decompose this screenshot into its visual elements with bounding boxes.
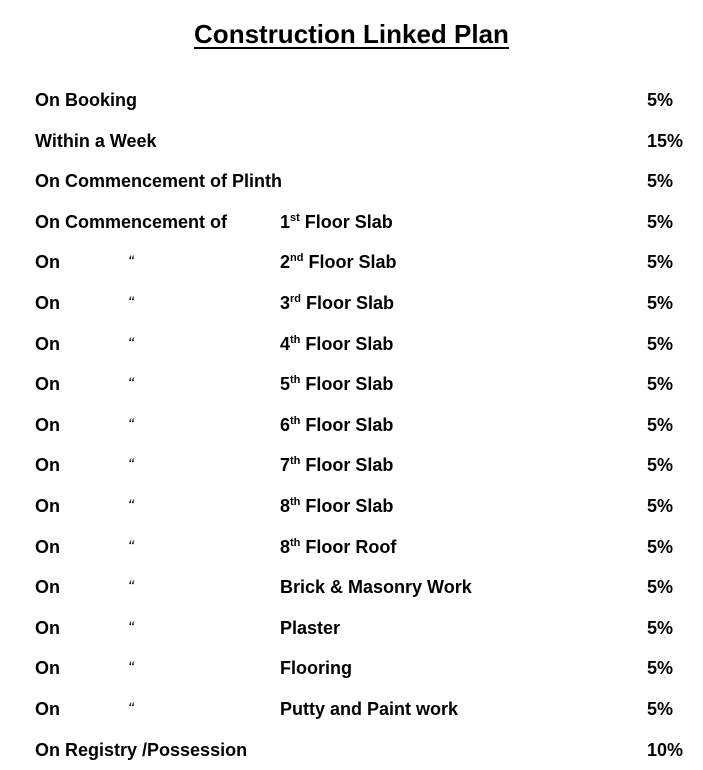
row-percent: 10% — [647, 730, 683, 770]
row-ditto-mark: “ — [128, 486, 134, 526]
table-row — [0, 324, 703, 365]
row-milestone — [280, 324, 393, 364]
row-milestone — [280, 202, 393, 242]
row-ditto-mark: “ — [128, 283, 134, 323]
row-ditto-mark: “ — [128, 445, 134, 485]
table-row — [0, 648, 703, 689]
row-milestone — [280, 486, 393, 526]
row-ditto-mark: “ — [128, 608, 134, 648]
row-ditto-mark: “ — [128, 242, 134, 282]
milestone-text: Putty and Paint work — [280, 699, 458, 719]
milestone-ordinal-suffix: rd — [290, 293, 301, 305]
row-stage: On Registry /Possession — [35, 730, 247, 770]
row-percent: 5% — [647, 527, 673, 567]
row-milestone — [280, 283, 394, 323]
row-stage: On — [35, 405, 60, 445]
milestone-ordinal-suffix: th — [290, 496, 300, 508]
milestone-text: Floor Slab — [300, 334, 393, 354]
milestone-number: 6 — [280, 415, 290, 435]
table-row — [0, 121, 703, 162]
milestone-number: 2 — [280, 252, 290, 272]
row-percent: 5% — [647, 364, 673, 404]
milestone-ordinal-suffix: nd — [290, 252, 303, 264]
row-stage: On Commencement of Plinth — [35, 161, 282, 201]
table-row — [0, 567, 703, 608]
row-percent: 5% — [647, 648, 673, 688]
milestone-text: Flooring — [280, 658, 352, 678]
row-milestone — [280, 567, 472, 607]
table-row — [0, 730, 703, 770]
row-percent: 5% — [647, 689, 673, 729]
row-milestone — [280, 364, 393, 404]
row-percent: 5% — [647, 405, 673, 445]
milestone-ordinal-suffix: th — [290, 537, 300, 549]
page-title — [0, 16, 703, 52]
row-milestone — [280, 527, 396, 567]
row-percent: 5% — [647, 283, 673, 323]
row-stage: On — [35, 364, 60, 404]
table-row — [0, 161, 703, 202]
milestone-number: 7 — [280, 455, 290, 475]
milestone-number: 5 — [280, 374, 290, 394]
table-row — [0, 202, 703, 243]
row-ditto-mark: “ — [128, 405, 134, 445]
row-milestone — [280, 648, 352, 688]
table-row — [0, 445, 703, 486]
row-ditto-mark: “ — [128, 689, 134, 729]
table-row — [0, 527, 703, 568]
row-ditto-mark: “ — [128, 364, 134, 404]
row-percent: 5% — [647, 161, 673, 201]
milestone-text: Floor Slab — [300, 496, 393, 516]
milestone-number: 4 — [280, 334, 290, 354]
row-stage: On — [35, 486, 60, 526]
milestone-text: Floor Slab — [303, 252, 396, 272]
milestone-ordinal-suffix: th — [290, 334, 300, 346]
milestone-ordinal-suffix: th — [290, 455, 300, 467]
row-stage: On — [35, 648, 60, 688]
milestone-text: Floor Slab — [300, 415, 393, 435]
table-row — [0, 486, 703, 527]
row-ditto-mark: “ — [128, 324, 134, 364]
milestone-text: Plaster — [280, 618, 340, 638]
row-milestone — [280, 242, 396, 282]
page-title-text: Construction Linked Plan — [194, 19, 509, 49]
milestone-text: Floor Slab — [300, 374, 393, 394]
row-milestone — [280, 689, 458, 729]
milestone-number: 8 — [280, 496, 290, 516]
table-row — [0, 689, 703, 730]
row-stage: On — [35, 445, 60, 485]
row-percent: 5% — [647, 486, 673, 526]
row-ditto-mark: “ — [128, 527, 134, 567]
row-percent: 5% — [647, 567, 673, 607]
milestone-number: 3 — [280, 293, 290, 313]
row-percent: 5% — [647, 324, 673, 364]
table-row — [0, 364, 703, 405]
row-percent: 5% — [647, 445, 673, 485]
row-milestone — [280, 445, 393, 485]
row-stage: On Booking — [35, 80, 137, 120]
row-stage: On — [35, 567, 60, 607]
row-ditto-mark: “ — [128, 648, 134, 688]
row-stage: On — [35, 283, 60, 323]
row-stage: On — [35, 324, 60, 364]
milestone-text: Floor Slab — [300, 212, 393, 232]
milestone-text: Floor Slab — [300, 455, 393, 475]
row-ditto-mark: “ — [128, 567, 134, 607]
row-percent: 5% — [647, 608, 673, 648]
milestone-text: Floor Slab — [301, 293, 394, 313]
row-milestone — [280, 608, 340, 648]
row-stage: On — [35, 527, 60, 567]
milestone-number: 8 — [280, 537, 290, 557]
milestone-ordinal-suffix: th — [290, 374, 300, 386]
milestone-number: 1 — [280, 212, 290, 232]
milestone-text: Brick & Masonry Work — [280, 577, 472, 597]
row-milestone — [280, 405, 393, 445]
row-percent: 5% — [647, 242, 673, 282]
table-row — [0, 405, 703, 446]
row-percent: 5% — [647, 202, 673, 242]
milestone-ordinal-suffix: th — [290, 415, 300, 427]
table-row — [0, 80, 703, 121]
row-stage: On Commencement of — [35, 202, 227, 242]
row-stage: On — [35, 608, 60, 648]
table-row — [0, 608, 703, 649]
row-stage: On — [35, 242, 60, 282]
table-row — [0, 283, 703, 324]
row-stage: Within a Week — [35, 121, 157, 161]
payment-plan-table — [0, 80, 703, 770]
row-percent: 15% — [647, 121, 683, 161]
milestone-text: Floor Roof — [300, 537, 396, 557]
row-percent: 5% — [647, 80, 673, 120]
row-stage: On — [35, 689, 60, 729]
table-row — [0, 242, 703, 283]
milestone-ordinal-suffix: st — [290, 212, 300, 224]
